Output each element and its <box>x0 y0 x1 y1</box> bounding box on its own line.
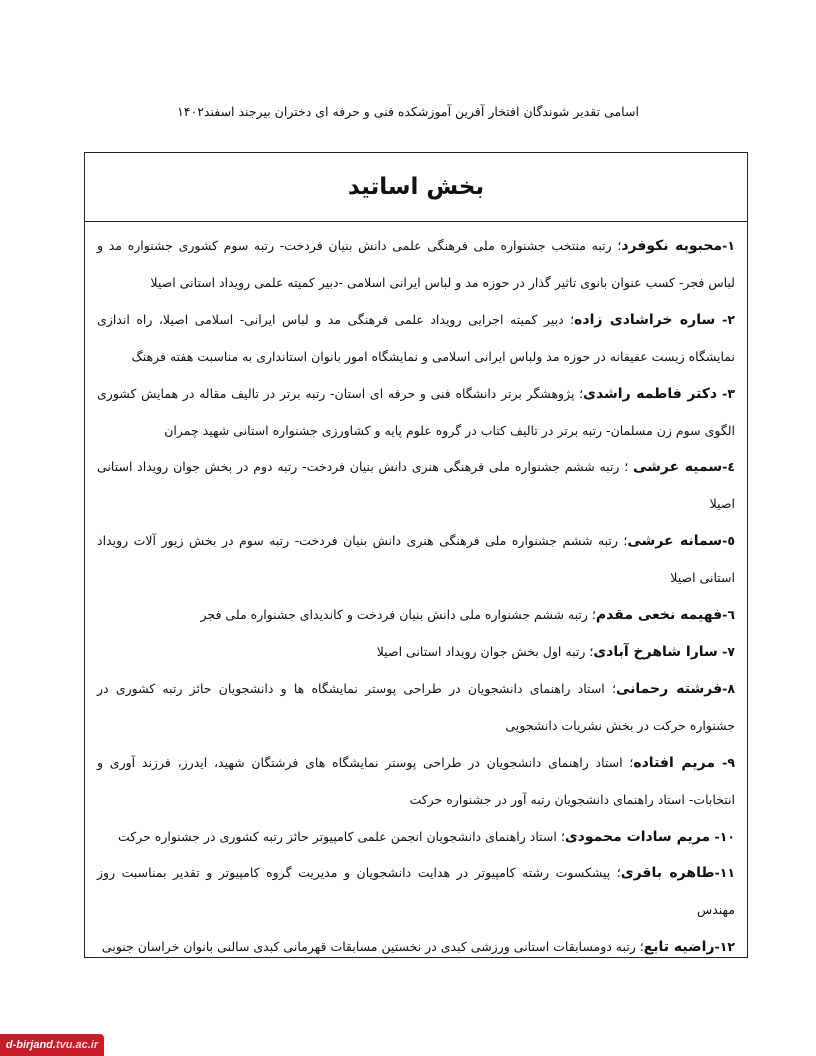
award-entry <box>97 929 735 966</box>
entry-number: ٥- <box>722 533 735 549</box>
entry-number: ۱۱- <box>714 865 735 881</box>
entry-number: ٤- <box>722 459 735 475</box>
entry-name: سمانه عرشی <box>627 533 723 550</box>
award-entry <box>97 597 735 634</box>
entry-description: ؛ استاد راهنمای دانشجویان در طراحی پوستر نمایشگاه ها و دانشجویان حائز رتبه کشوری در جشنواره حرکت در بخش نشریات دانشجویی <box>97 680 735 733</box>
award-entry <box>97 634 735 671</box>
entry-list <box>85 222 747 966</box>
entry-name: مریم سادات محمودی <box>564 828 711 845</box>
entry-number: ۱۰- <box>710 828 735 844</box>
entry-name: فهیمه نخعی مقدم <box>595 607 723 624</box>
award-entry <box>97 745 735 819</box>
entry-number: ۹- <box>715 754 735 770</box>
entry-number: ۷- <box>717 643 735 659</box>
entry-number: ۳- <box>717 385 735 401</box>
watermark-text: d-birjand. <box>5 1039 56 1051</box>
entry-description: ؛ پیشکسوت رشته کامپیوتر در هدایت دانشجویان و مدیریت گروه کامپیوتر و تقدیر بمناسبت روز مهندس <box>97 865 735 918</box>
entry-name: سمیه عرشی <box>632 459 723 476</box>
section-heading: بخش اساتید <box>85 153 747 222</box>
watermark-domain: tvu.ac.ir <box>55 1039 99 1051</box>
awards-table <box>84 152 748 958</box>
entry-name: مریم افتاده <box>633 754 716 771</box>
award-entry <box>97 376 735 450</box>
entry-number: ۱۲- <box>714 939 735 955</box>
entry-description: ؛ رتبه ششم جشنواره ملی فرهنگی هنری دانش بنیان فردخت- رتبه دوم در بخش جوان رویداد استانی اصیلا <box>97 459 735 512</box>
entry-name: محبوبه نکوفرد <box>621 238 723 254</box>
award-entry <box>97 302 735 376</box>
entry-description: ؛ رتبه اول بخش جوان رویداد استانی اصیلا <box>376 643 594 659</box>
entry-number: ۱- <box>722 238 735 253</box>
award-entry <box>97 523 735 597</box>
entry-description: ؛ استاد راهنمای دانشجویان انجمن علمی کامپیوتر حائز رتبه کشوری در جشنواره حرکت <box>117 828 565 844</box>
award-entry <box>97 449 735 523</box>
entry-number: ۸- <box>722 680 735 696</box>
entry-number: ٦- <box>722 607 735 623</box>
entry-description: ؛ استاد راهنمای دانشجویان در طراحی پوستر نمایشگاه های فرشتگان شهید، ایدرز، فرزند آوری و انتخابات- استاد راهنمای دانشجویان رتبه آور در جشنواره حرکت <box>97 754 735 807</box>
document-title: اسامی تقدیر شوندگان افتخار آفرین آموزشکده فنی و حرفه ای دختران بیرجند اسفند۱۴۰۲ <box>177 104 639 119</box>
entry-name: دکتر فاطمه راشدی <box>583 385 718 402</box>
award-entry <box>97 228 735 302</box>
entry-description: ؛ پژوهشگر برتر دانشگاه فنی و حرفه ای استان- رتبه برتر در تالیف مقاله در همایش کشوری الگوی سوم زن مسلمان- رتبه برتر در تالیف کتاب در گروه علوم پایه و کشاورزی جشنواره استانی شهید چمران <box>97 385 735 438</box>
site-watermark[interactable] <box>0 1034 104 1056</box>
entry-name: سارا شاهرخ آبادی <box>593 643 718 660</box>
award-entry <box>97 671 735 745</box>
award-entry <box>97 855 735 929</box>
award-entry <box>97 819 735 856</box>
entry-description: ؛ رتبه دومسابقات استانی ورزشی کبدی در نخستین مسابقات قهرمانی کبدی سالنی بانوان خراسان جنوبی <box>101 939 644 955</box>
entry-number: ۲- <box>715 311 735 327</box>
entry-name: راضیه تابع <box>643 939 715 956</box>
entry-description: ؛ رتبه منتخب جشنواره ملی فرهنگی علمی دانش بنیان فردخت- رتبه سوم کشوری جشنواره مد و لباس فجر- کسب عنوان بانوی تاثیر گذار در حوزه مد و لباس ایرانی اسلامی -دبیر کمیته علمی رویداد استانی اصیلا <box>97 238 735 290</box>
entry-description: ؛ رتبه ششم جشنواره ملی فرهنگی هنری دانش بنیان فردخت- رتبه سوم در بخش زیور آلات رویداد استانی اصیلا <box>97 533 735 586</box>
entry-name: فرشته رحمانی <box>615 680 723 697</box>
entry-description: ؛ دبیر کمیته اجرایی رویداد علمی فرهنگی مد و لباس ایرانی- اسلامی اصیلا، راه اندازی نمایشگاه زیست عفیفانه در حوزه مد ولباس ایرانی اسلامی و نمایشگاه امور بانوان استانداری به مناسبت هفته فرهنگ <box>97 311 735 364</box>
entry-name: طاهره باقری <box>620 865 715 882</box>
entry-description: ؛ رتبه ششم جشنواره ملی دانش بنیان فردخت و کاندیدای جشنواره ملی فجر <box>200 607 596 623</box>
entry-name: ساره خراشادی زاده <box>574 311 716 328</box>
